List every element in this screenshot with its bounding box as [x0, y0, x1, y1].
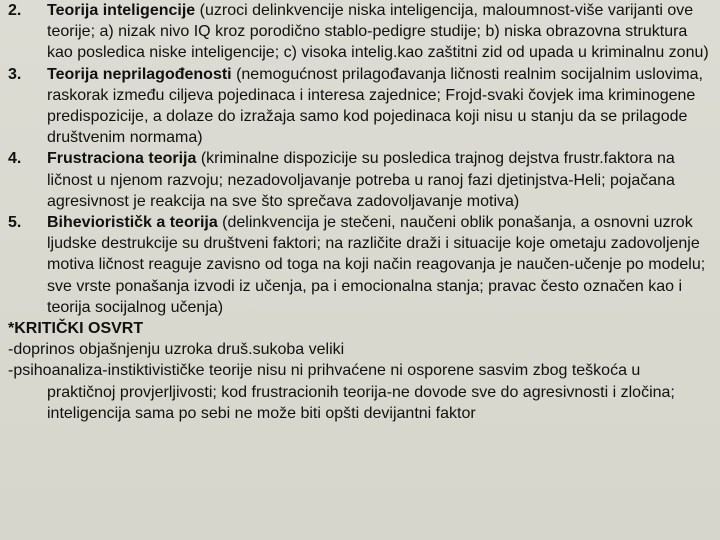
critique-line: -doprinos objašnjenju uzroka druš.sukoba veliki — [8, 341, 345, 359]
list-item-2 — [8, 0, 712, 64]
item-number: 3. — [8, 65, 22, 83]
item-number: 5. — [8, 214, 22, 232]
item-text — [47, 64, 712, 149]
item-term: Teorija neprilagođenosti — [47, 65, 232, 83]
slide-content — [8, 0, 712, 424]
item-text — [47, 0, 712, 64]
item-description: (uzroci delinkvencije niska inteligencija, maloumnost-više varijanti ove teorije; a) nizak nivo IQ kroz porodično stablo-pedigre studije; b) niska obrazovna struktura kao posledica niske inteligencije; c) visoka intelig.kao zaštitni zid od upada u kriminalnu zonu) — [47, 2, 709, 62]
item-text — [47, 148, 712, 212]
list-item-4 — [8, 148, 712, 212]
item-term: Frustraciona teorija — [47, 150, 197, 168]
item-description: (kriminalne dispozicije su posledica trajnog dejstva frustr.faktora na ličnost u njenom razvoju; nezadovoljavanje potreba u ranoj fazi djetinjstva-Heli; pojačana agresivnost je reakcija na sve što sprečava zadovoljavanje motiva) — [47, 150, 675, 210]
item-description: (delinkvencija je stečeni, naučeni oblik ponašanja, a osnovni uzrok ljudske destrukcije su društveni faktori; na različite draži i situacije koje ometaju zadovoljenje motiva ličnost reaguje zavisno od toga na koji način reagovanja je naučen-učenje po modelu; sve vrste ponašanja izvodi iz učenja, pa i emocionalna stanja; pravac često označen kao i teorija socijalnog učenja) — [47, 214, 706, 316]
item-description: (nemogućnost prilagođavanja ličnosti realnim socijalnim uslovima, raskorak između ciljeva pojedinaca i interesa zajednice; Frojd-svaki čovjek ima kriminogene predispozicije, a dolaze do izražaja samo kod pojedinaca koji nisu u stanju da se prilagode društvenim normama) — [47, 65, 703, 147]
item-number: 4. — [8, 150, 22, 168]
item-number: 2. — [8, 2, 22, 19]
list-item-3 — [8, 64, 712, 149]
item-term: Teorija inteligencije — [47, 2, 196, 19]
critique-heading: *KRITIČKI OSVRT — [8, 320, 144, 338]
item-text — [47, 212, 712, 318]
critique-line: -psihoanaliza-instiktivističke teorije nisu ni prihvaćene ni osporene sasvim zbog teškoća u praktičnoj provjerljivosti; kod frustracionih teorija-ne dovode sve do agresivnosti i zločina; inteligencija sama po sebi ne može biti opšti devijantni faktor — [8, 362, 675, 422]
list-item-5 — [8, 212, 712, 318]
item-term: Biheviorističk a teorija — [47, 214, 218, 232]
